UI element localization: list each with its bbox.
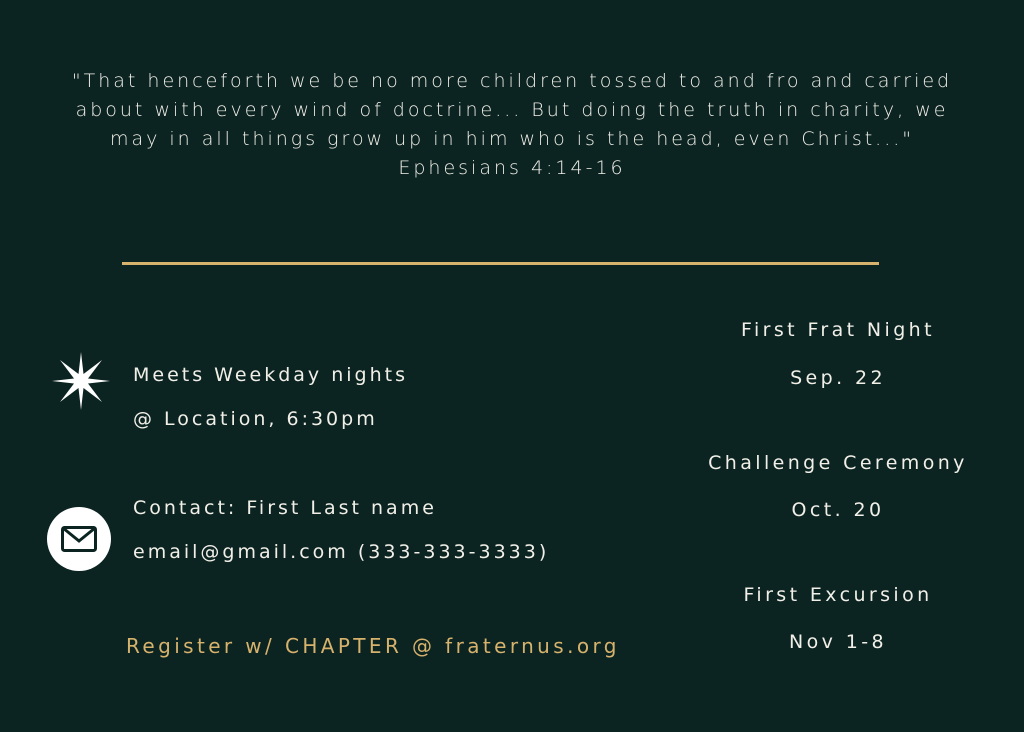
- event-date-challenge-ceremony: Oct. 20: [791, 499, 885, 521]
- event-name-challenge-ceremony: Challenge Ceremony: [708, 452, 968, 474]
- scripture-quote: [60, 67, 964, 183]
- quote-line-3: may in all things grow up in him who is the head, even Christ...": [109, 128, 915, 150]
- meeting-schedule: Meets Weekday nights: [133, 364, 408, 386]
- contact-email-phone[interactable]: email@gmail.com (333-333-3333): [133, 541, 550, 563]
- star-icon: [50, 350, 112, 412]
- event-date-first-excursion: Nov 1-8: [789, 631, 887, 653]
- contact-name: Contact: First Last name: [133, 497, 437, 519]
- register-link[interactable]: Register w/ CHAPTER @ fraternus.org: [126, 634, 620, 658]
- quote-line-2: about with every wind of doctrine... But doing the truth in charity, we: [75, 99, 949, 121]
- mail-icon: [47, 507, 111, 571]
- quote-reference: Ephesians 4:14-16: [398, 157, 626, 179]
- event-name-first-excursion: First Excursion: [743, 584, 933, 606]
- quote-line-1: "That henceforth we be no more children tossed to and fro and carried: [71, 70, 953, 92]
- meeting-location: @ Location, 6:30pm: [133, 408, 378, 430]
- event-date-first-frat-night: Sep. 22: [790, 367, 886, 389]
- event-name-first-frat-night: First Frat Night: [741, 319, 935, 341]
- gold-divider: [122, 262, 879, 265]
